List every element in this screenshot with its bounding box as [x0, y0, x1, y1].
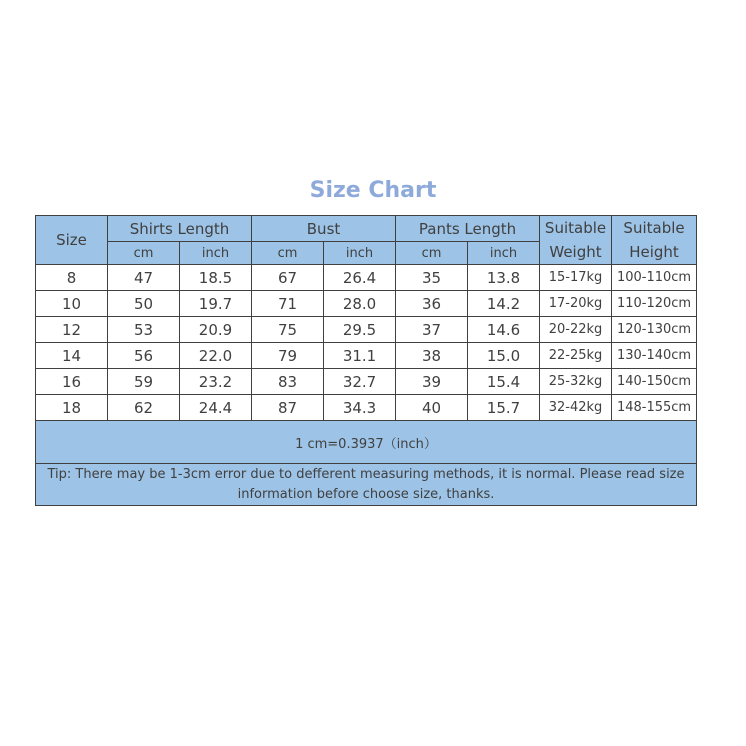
cell-size: 18 [36, 395, 108, 421]
header-weight-line1: Suitable [544, 219, 607, 237]
header-size: Size [36, 216, 108, 265]
cell-shirt-inch: 23.2 [180, 369, 252, 395]
cell-size: 8 [36, 265, 108, 291]
cell-bust-inch: 26.4 [324, 265, 396, 291]
cell-pants-cm: 40 [396, 395, 468, 421]
cell-height: 140-150cm [612, 369, 697, 395]
cell-height: 120-130cm [612, 317, 697, 343]
cell-shirt-inch: 18.5 [180, 265, 252, 291]
cell-height: 110-120cm [612, 291, 697, 317]
subheader-shirts-inch: inch [180, 242, 252, 265]
cell-bust-cm: 79 [252, 343, 324, 369]
cell-height: 148-155cm [612, 395, 697, 421]
cell-bust-cm: 75 [252, 317, 324, 343]
cell-weight: 22-25kg [540, 343, 612, 369]
header-bust: Bust [252, 216, 396, 242]
cell-bust-inch: 29.5 [324, 317, 396, 343]
cell-weight: 15-17kg [540, 265, 612, 291]
header-row [36, 216, 697, 242]
header-weight-line2: Weight [549, 243, 602, 261]
cell-weight: 20-22kg [540, 317, 612, 343]
cell-pants-cm: 37 [396, 317, 468, 343]
subheader-pants-inch: inch [468, 242, 540, 265]
cell-pants-inch: 13.8 [468, 265, 540, 291]
tip-row [36, 464, 697, 506]
cell-size: 16 [36, 369, 108, 395]
cell-bust-inch: 28.0 [324, 291, 396, 317]
header-height-line1: Suitable [623, 219, 685, 237]
table-row [36, 369, 697, 395]
cell-shirt-inch: 24.4 [180, 395, 252, 421]
subheader-bust-inch: inch [324, 242, 396, 265]
tip-text: Tip: There may be 1-3cm error due to defferent measuring methods, it is normal. Please read size information before choose size, thanks. [36, 464, 697, 506]
subheader-pants-cm: cm [396, 242, 468, 265]
size-chart-table [35, 215, 697, 506]
cell-shirt-cm: 47 [108, 265, 180, 291]
cell-shirt-cm: 59 [108, 369, 180, 395]
cell-pants-inch: 15.0 [468, 343, 540, 369]
cell-size: 14 [36, 343, 108, 369]
cell-bust-cm: 87 [252, 395, 324, 421]
cell-pants-inch: 14.2 [468, 291, 540, 317]
conversion-row [36, 421, 697, 464]
cell-pants-cm: 35 [396, 265, 468, 291]
cell-pants-inch: 15.7 [468, 395, 540, 421]
conversion-note: 1 cm=0.3937（inch） [36, 421, 697, 464]
header-pants-length: Pants Length [396, 216, 540, 242]
cell-pants-cm: 38 [396, 343, 468, 369]
cell-bust-cm: 83 [252, 369, 324, 395]
cell-bust-cm: 71 [252, 291, 324, 317]
table-row [36, 291, 697, 317]
header-suitable-height [612, 216, 697, 265]
cell-shirt-inch: 22.0 [180, 343, 252, 369]
cell-pants-cm: 39 [396, 369, 468, 395]
table-row [36, 343, 697, 369]
page-title: Size Chart [309, 178, 437, 203]
cell-shirt-inch: 20.9 [180, 317, 252, 343]
cell-pants-inch: 15.4 [468, 369, 540, 395]
header-suitable-weight [540, 216, 612, 265]
cell-height: 100-110cm [612, 265, 697, 291]
cell-shirt-cm: 62 [108, 395, 180, 421]
cell-shirt-cm: 50 [108, 291, 180, 317]
cell-pants-cm: 36 [396, 291, 468, 317]
cell-size: 12 [36, 317, 108, 343]
cell-shirt-inch: 19.7 [180, 291, 252, 317]
cell-size: 10 [36, 291, 108, 317]
table-row [36, 317, 697, 343]
cell-bust-inch: 31.1 [324, 343, 396, 369]
cell-weight: 17-20kg [540, 291, 612, 317]
header-shirts-length: Shirts Length [108, 216, 252, 242]
subheader-shirts-cm: cm [108, 242, 180, 265]
subheader-bust-cm: cm [252, 242, 324, 265]
table-row [36, 395, 697, 421]
cell-weight: 25-32kg [540, 369, 612, 395]
cell-shirt-cm: 56 [108, 343, 180, 369]
cell-bust-cm: 67 [252, 265, 324, 291]
header-height-line2: Height [629, 243, 679, 261]
cell-height: 130-140cm [612, 343, 697, 369]
cell-shirt-cm: 53 [108, 317, 180, 343]
cell-bust-inch: 34.3 [324, 395, 396, 421]
cell-bust-inch: 32.7 [324, 369, 396, 395]
cell-weight: 32-42kg [540, 395, 612, 421]
cell-pants-inch: 14.6 [468, 317, 540, 343]
table-row [36, 265, 697, 291]
